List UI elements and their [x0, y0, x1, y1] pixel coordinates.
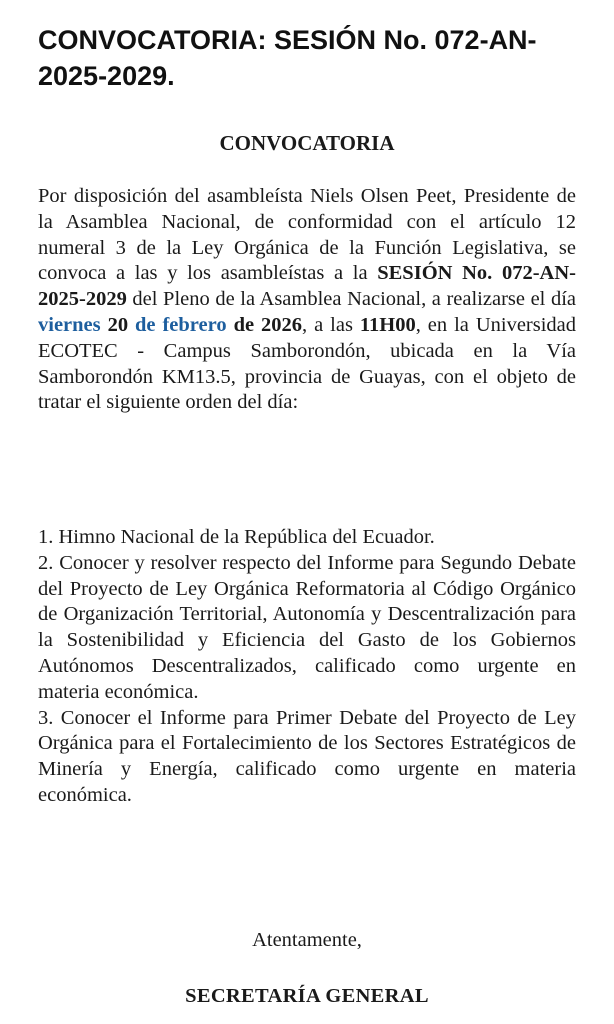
- closing-salutation: Atentamente,: [252, 929, 362, 951]
- intro-text-3: , a las: [302, 313, 360, 336]
- session-day: 20: [100, 313, 136, 336]
- intro-text-2: del Pleno de la Asamblea Nacional, a realizarse el día: [126, 288, 576, 311]
- session-time: 11H00: [359, 313, 416, 336]
- agenda-list: [38, 525, 576, 809]
- intro-paragraph: [38, 184, 576, 416]
- session-number: SESIÓN No. 072-AN-2025-2029: [38, 262, 576, 311]
- agenda-item: 3. Conocer el Informe para Primer Debate del Proyecto de Ley Orgánica para el Fortalecimiento de los Sectores Estratégicos de Minería y Energía, calificado como urgente en materia económica.: [38, 706, 576, 806]
- intro-text-1: Por disposición del asambleísta Niels Olsen Peet, Presidente de la Asamblea Nacional, de conformidad con el artículo 12 numeral 3 de la Ley Orgánica de la Función Legislativa, se convoca a las y los asambleístas a la: [38, 185, 576, 285]
- document-heading: CONVOCATORIA: [219, 131, 395, 155]
- page-title: CONVOCATORIA: SESIÓN No. 072-AN-2025-2029.: [38, 25, 537, 91]
- agenda-item: 1. Himno Nacional de la República del Ecuador.: [38, 526, 435, 548]
- agenda-item: 2. Conocer y resolver respecto del Informe para Segundo Debate del Proyecto de Ley Orgánica Reformatoria al Código Orgánico de Organización Territorial, Autonomía y Descentralización para la Sostenibilidad y Eficiencia del Gasto de los Gobiernos Autónomos Descentralizados, calificado como urgente en materia económica.: [38, 551, 576, 703]
- weekday-link[interactable]: viernes: [38, 313, 101, 336]
- signature-block: SECRETARÍA GENERAL: [185, 985, 429, 1007]
- intro-text-4: , en la Universidad ECOTEC - Campus Samborondón, ubicada en la Vía Samborondón KM13.5, provincia de Guayas, con el objeto de tratar el siguiente orden del día:: [38, 313, 577, 414]
- month-link[interactable]: de febrero: [135, 313, 227, 336]
- session-year: de 2026: [226, 313, 303, 336]
